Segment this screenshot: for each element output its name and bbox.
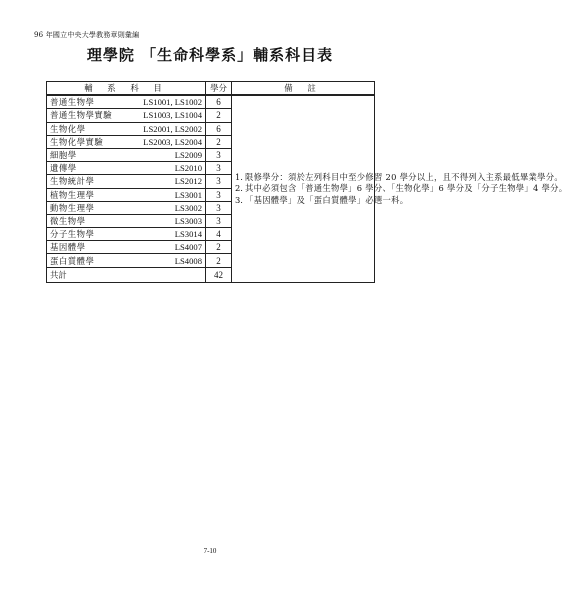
remark-text: 「基因體學」及「蛋白質體學」必選一科。: [245, 194, 409, 205]
course-code: LS1003, LS1004: [143, 110, 202, 121]
course-code: LS4008: [174, 255, 202, 266]
remark-number: 2.: [235, 183, 243, 194]
credit-cell: 2: [206, 241, 232, 254]
course-cell: [47, 148, 206, 161]
course-name: 普通生物學: [50, 97, 95, 108]
credit-cell: 6: [206, 122, 232, 135]
remark-item: [235, 183, 567, 194]
remark-text: 限修學分：須於左列科目中至少修習 20 學分以上，且不得列入主系最低畢業學分。: [245, 171, 563, 182]
course-code: LS2010: [174, 163, 202, 174]
course-cell: [47, 254, 206, 267]
course-cell: [47, 135, 206, 148]
credit-cell: 6: [206, 95, 232, 109]
course-cell: [47, 201, 206, 214]
credit-cell: 4: [206, 228, 232, 241]
credit-cell: 3: [206, 201, 232, 214]
credit-cell: 3: [206, 162, 232, 175]
course-code: LS2001, LS2002: [143, 123, 202, 134]
running-header: 96 年國立中央大學教務章則彙編: [34, 31, 140, 39]
course-cell: [47, 95, 206, 109]
course-cell: [47, 109, 206, 122]
course-code: LS2003, LS2004: [143, 136, 202, 147]
remark-number: 1.: [235, 171, 243, 182]
document-title: 理學院 「生命科學系」輔系科目表: [86, 46, 334, 64]
total-label: 共計: [47, 267, 206, 282]
course-cell: [47, 228, 206, 241]
table-header-row: [47, 82, 375, 96]
course-table: [46, 81, 567, 283]
course-code: LS1001, LS1002: [143, 97, 202, 108]
course-code: LS3014: [174, 229, 202, 240]
remark-item: [235, 171, 563, 183]
course-name: 蛋白質體學: [50, 255, 95, 266]
credit-cell: 3: [206, 214, 232, 227]
total-credits: 42: [206, 267, 232, 282]
course-cell: [47, 214, 206, 227]
course-name: 生物化學實驗: [50, 136, 104, 147]
credit-cell: 2: [206, 254, 232, 267]
course-name: 生物統計學: [50, 176, 95, 187]
course-code: LS2012: [174, 176, 202, 187]
course-cell: [47, 122, 206, 135]
course-cell: [47, 188, 206, 201]
remark-item: [235, 194, 409, 206]
remark-number: 3.: [235, 194, 243, 205]
course-cell: [47, 175, 206, 188]
course-name: 細胞學: [50, 150, 77, 161]
course-code: LS3003: [174, 215, 202, 226]
course-code: LS3001: [174, 189, 202, 200]
remarks-cell: [232, 95, 567, 282]
credit-cell: 2: [206, 109, 232, 122]
course-name: 遺傳學: [50, 163, 77, 174]
column-header-credits: 學分: [206, 82, 232, 96]
course-cell: [47, 162, 206, 175]
course-name: 基因體學: [50, 242, 86, 253]
course-name: 生物化學: [50, 123, 86, 134]
credit-cell: 3: [206, 188, 232, 201]
column-header-course: 輔 系 科 目: [47, 82, 206, 96]
course-name: 微生物學: [50, 215, 86, 226]
credit-cell: 3: [206, 148, 232, 161]
course-cell: [47, 241, 206, 254]
remark-text: 其中必須包含「普通生物學」6 學分、「生物化學」6 學分及「分子生物學」4 學分。: [245, 183, 567, 194]
credit-cell: 3: [206, 175, 232, 188]
course-name: 分子生物學: [50, 229, 95, 240]
course-code: LS4007: [174, 242, 202, 253]
page-number: 7-10: [203, 547, 217, 555]
credit-cell: 2: [206, 135, 232, 148]
course-code: LS3002: [174, 202, 202, 213]
course-name: 普通生物學實驗: [50, 110, 113, 121]
table-row: [47, 95, 375, 109]
column-header-remarks: 備 註: [232, 82, 375, 96]
course-name: 動物生理學: [50, 202, 95, 213]
course-name: 植物生理學: [50, 189, 95, 200]
course-code: LS2009: [174, 150, 202, 161]
